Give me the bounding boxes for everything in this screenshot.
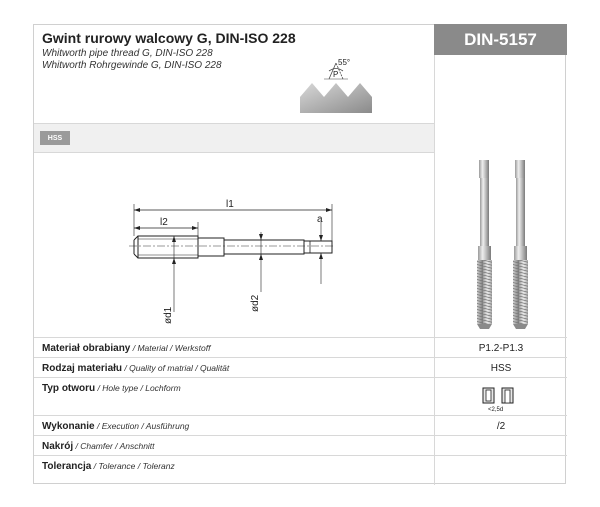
- tap-product-photo: [435, 152, 567, 337]
- dim-a-label: a: [317, 214, 323, 225]
- table-row: [34, 357, 567, 378]
- subtitle-german: Whitworth Rohrgewinde G, DIN-ISO 228: [42, 60, 222, 71]
- table-row: [34, 337, 567, 358]
- row-label: Tolerancja: [42, 461, 92, 472]
- row-label: Materiał obrabiany: [42, 343, 131, 354]
- row-label: Rodzaj materiału: [42, 363, 123, 374]
- row-sublabel: / Material / Werkstoff: [130, 343, 211, 353]
- hole-depth-caption: <2,5d: [488, 407, 504, 413]
- thread-profile-icon: [296, 57, 376, 115]
- dim-l1-label: l1: [226, 199, 234, 210]
- hss-tag: HSS: [40, 131, 70, 145]
- row-value: /2: [496, 421, 506, 432]
- row-sublabel: / Chamfer / Anschnitt: [73, 441, 155, 451]
- row-label: Nakrój: [42, 441, 74, 452]
- product-title: Gwint rurowy walcowy G, DIN-ISO 228: [42, 30, 296, 46]
- dim-d2-label: ød2: [250, 294, 261, 312]
- blind-hole-icon: [482, 387, 522, 413]
- material-strip: [34, 123, 434, 153]
- row-sublabel: / Execution / Ausführung: [94, 421, 190, 431]
- row-label: Typ otworu: [42, 383, 96, 394]
- table-row: [34, 455, 567, 485]
- row-label: Wykonanie: [42, 421, 95, 432]
- header: [34, 25, 434, 123]
- product-card: [33, 24, 566, 484]
- table-row: [34, 435, 567, 456]
- row-sublabel: / Hole type / Lochform: [95, 383, 181, 393]
- row-value: HSS: [490, 363, 512, 374]
- row-sublabel: / Quality of matrial / Qualität: [122, 363, 230, 373]
- standard-badge: DIN-5157: [434, 24, 567, 55]
- subtitle-english: Whitworth pipe thread G, DIN-ISO 228: [42, 48, 213, 59]
- row-value: P1.2-P1.3: [478, 343, 524, 354]
- table-row: [34, 415, 567, 436]
- thread-angle-label: 55°: [338, 58, 351, 67]
- dim-d1-label: ød1: [163, 306, 174, 324]
- pitch-label: P: [333, 70, 339, 79]
- table-row: [34, 377, 567, 416]
- dim-l2-label: l2: [160, 217, 168, 228]
- row-sublabel: / Tolerance / Toleranz: [91, 461, 175, 471]
- tap-technical-drawing: [34, 152, 434, 337]
